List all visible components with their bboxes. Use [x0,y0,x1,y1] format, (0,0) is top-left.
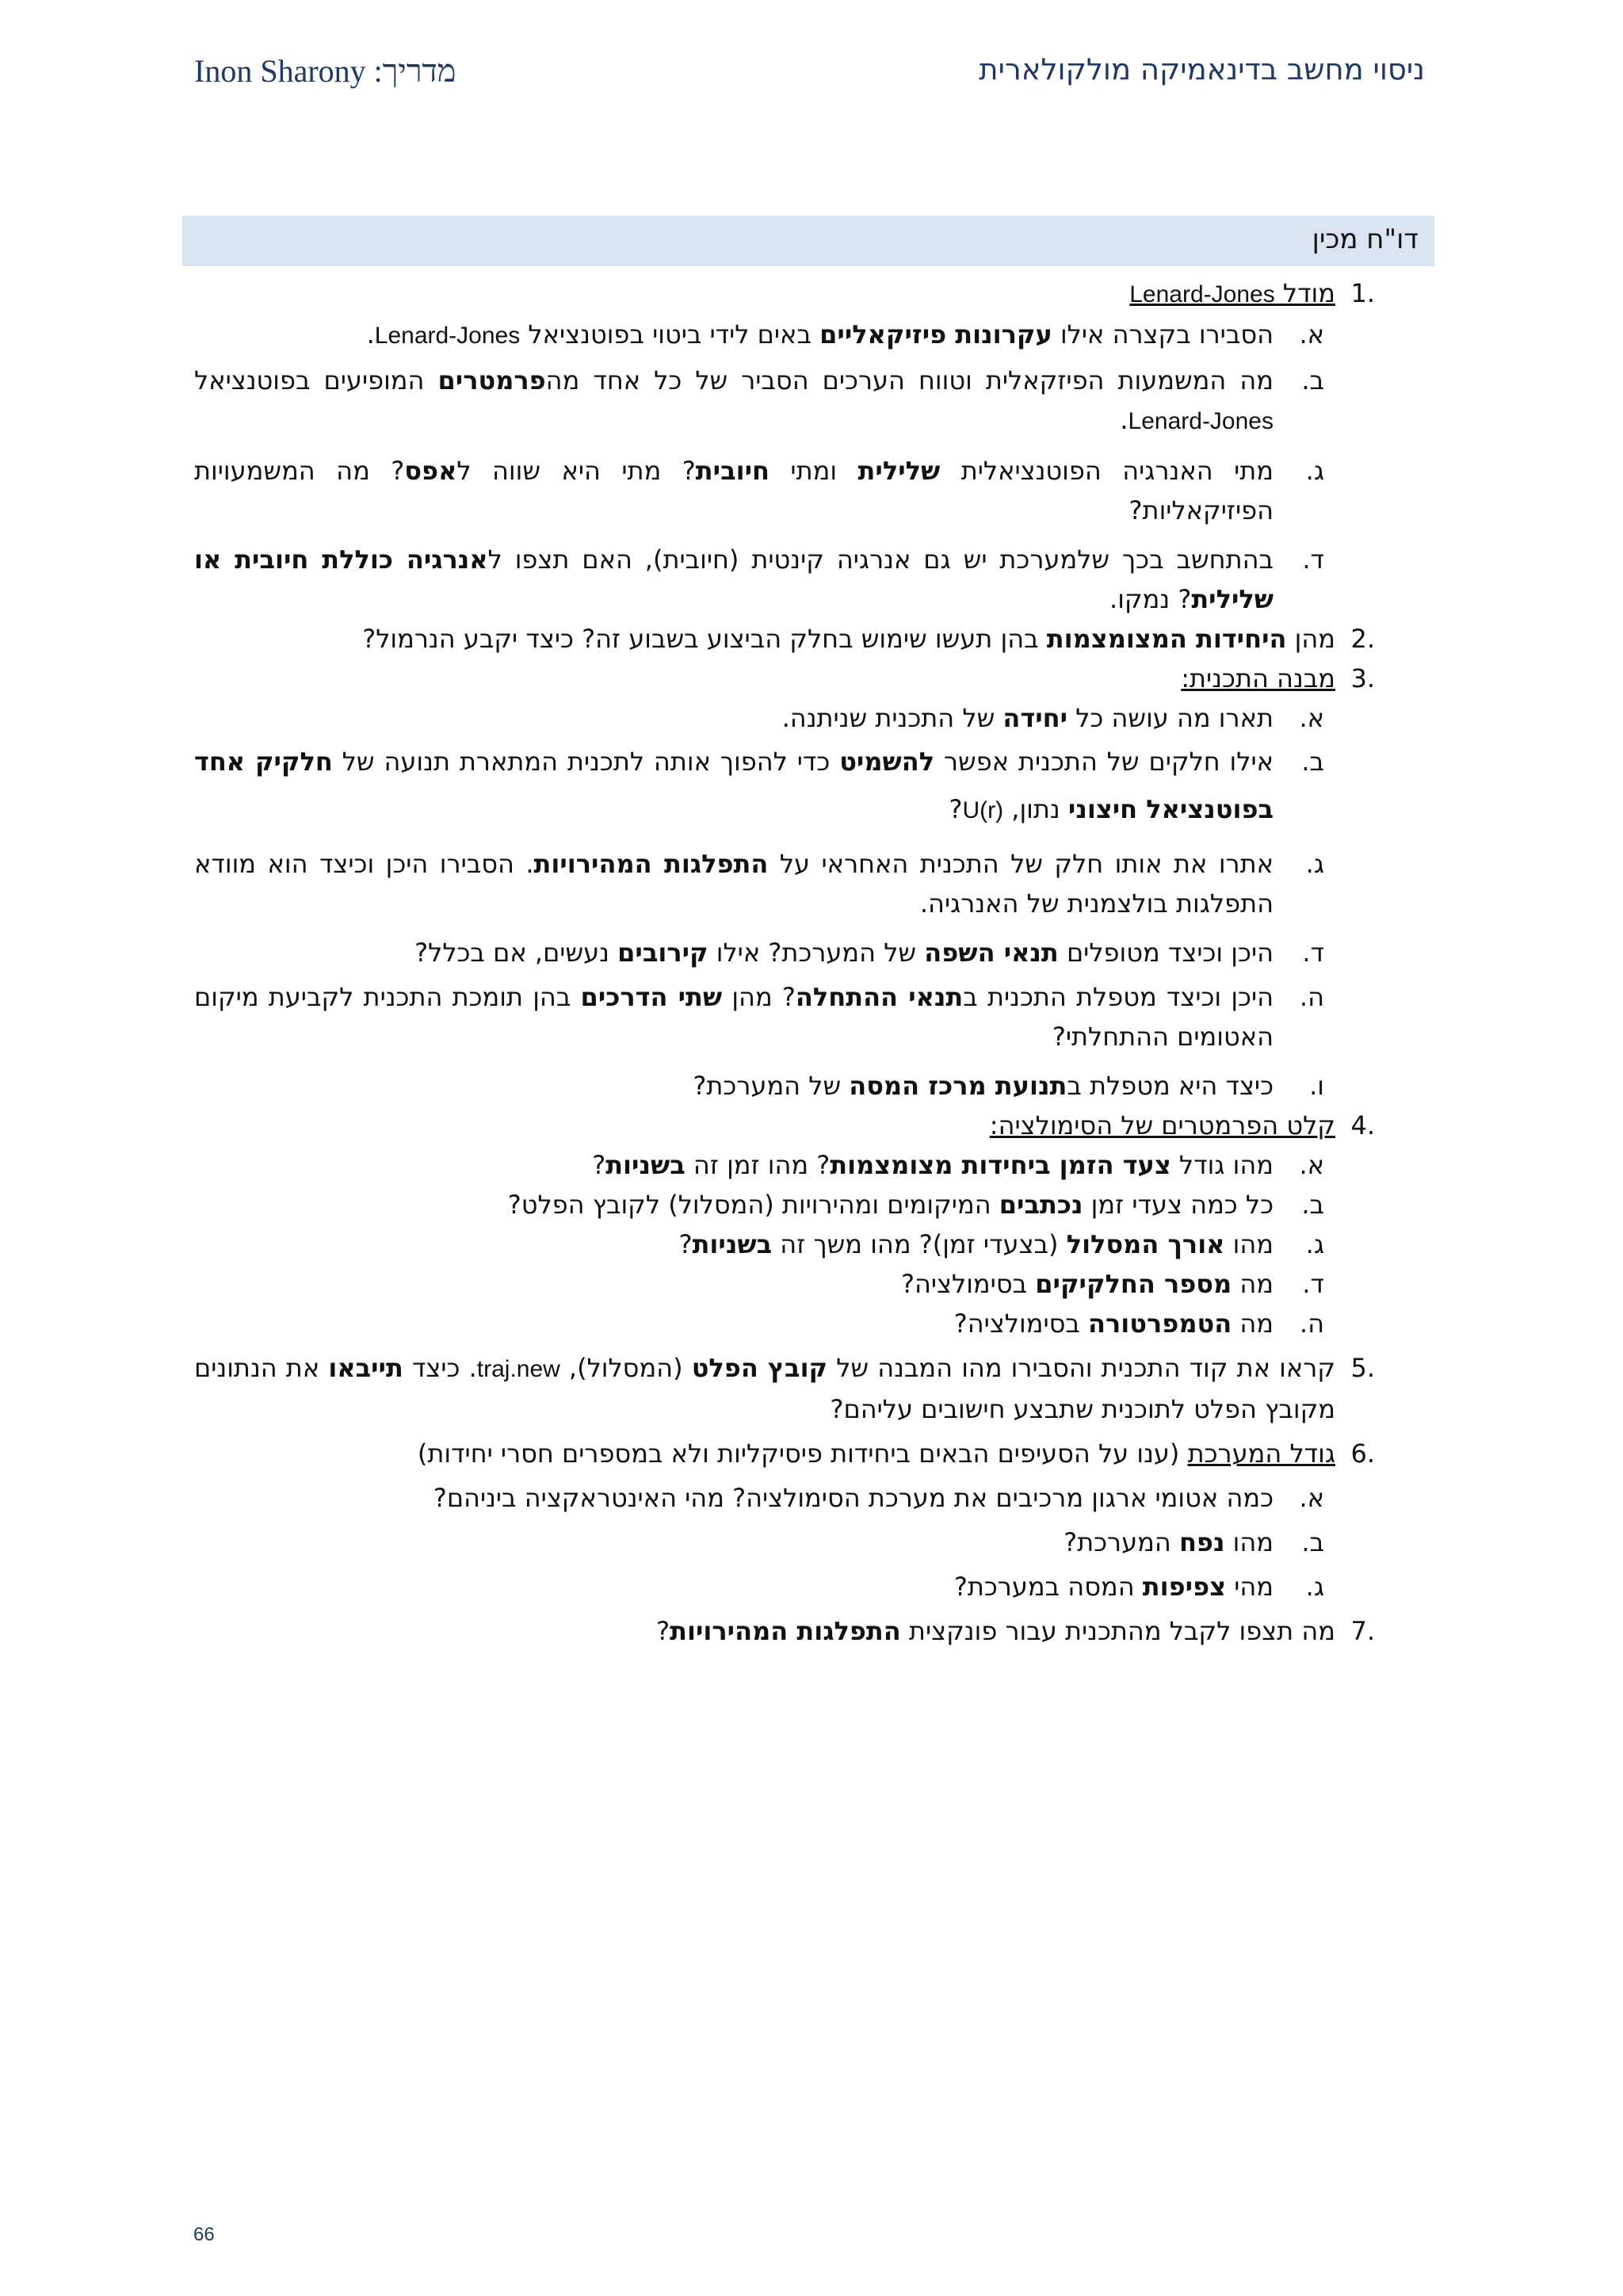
question-6-a: א. כמה אטומי ארגון מרכיבים את מערכת הסימולציה? מהי האינטראקציה ביניהם? [433,1483,1324,1513]
course-title: ניסוי מחשב בדינאמיקה מולקולארית [979,52,1425,86]
question-4: 4. קלט הפרמטרים של הסימולציה: [989,1110,1375,1140]
question-number: 1. [1350,278,1375,308]
question-1-b: ב. מה המשמעות הפיזקאלית וטווח הערכים הסביר של כל אחד מהפרמטרים המופיעים בפוטנציאל Lenard-Jones. [194,365,1324,435]
potential-formula: U(r) [962,797,1004,823]
page-number: 66 [193,2224,215,2245]
question-title: מודל Lenard-Jones [1129,278,1335,308]
question-7: 7. מה תצפו לקבל מהתכנית עבור פונקצית התפלגות המהירויות? [656,1616,1375,1646]
section-title: דו"ח מכין [1312,223,1419,255]
question-3-e: ה. היכן וכיצד מטפלת התכנית בתנאי ההתחלה? מהן שתי הדרכים בהן תומכת התכנית לקביעת מיקום האטומים ההתחלתי? [194,982,1324,1052]
instructor-label: מדריך: [373,53,456,89]
question-title: מבנה התכנית: [1181,663,1335,693]
question-4-a: א. מהו גודל צעד הזמן ביחידות מצומצמות? מהו זמן זה בשניות? [592,1150,1324,1180]
instructor-name: Inon Sharony [194,53,366,89]
instructor-header [194,52,456,90]
question-6-b: ב. מהו נפח המערכת? [1064,1527,1324,1557]
questions [194,273,1375,1651]
question-4-e: ה. מה הטמפרטורה בסימולציה? [953,1308,1324,1339]
question-3-b: ב. אילו חלקים של התכנית אפשר להשמיט כדי להפוך אותה לתכנית המתארת תנועה של חלקיק אחד בפוטנציאל חיצוני נתון, U(r)? [194,747,1324,824]
question-6-c: ג. מהי צפיפות המסה במערכת? [953,1572,1324,1602]
question-3-a: א. תארו מה עושה כל יחידה של התכנית שניתנה. [781,703,1324,733]
question-3-f: ו. כיצד היא מטפלת בתנועת מרכז המסה של המערכת? [693,1071,1324,1101]
question-1-d: ד. בהתחשב בכך שלמערכת יש גם אנרגיה קינטית (חיובית), האם תצפו לאנרגיה כוללת חיובית או שלילית? נמקו. [194,544,1324,614]
question-3: 3. מבנה התכנית: [1181,663,1375,693]
section-banner [182,216,1434,266]
question-6: 6. גודל המערכת (ענו על הסעיפים הבאים ביחידות פיסיקליות ולא במספרים חסרי יחידות) [417,1438,1375,1469]
output-filename: traj.new [476,1356,560,1382]
question-4-d: ד. מה מספר החלקיקים בסימולציה? [900,1269,1324,1299]
question-5: 5. קראו את קוד התכנית והסבירו מהו המבנה של קובץ הפלט (המסלול), traj.new. כיצד תייבאו את הנתונים מקובץ הפלט לתוכנית שתבצע חישובים עליהם? [194,1353,1375,1424]
question-2: 2. מהן היחידות המצומצמות בהן תעשו שימוש בחלק הביצוע בשבוע זה? כיצד יקבע הנרמול? [362,624,1375,654]
question-1 [194,273,1375,315]
question-title: גודל המערכת [1187,1438,1335,1469]
question-1-c: ג. מתי האנרגיה הפוטנציאלית שלילית ומתי חיובית? מתי היא שווה לאפס? מה המשמעויות הפיזיקאליות? [194,456,1324,525]
question-3-d: ד. היכן וכיצד מטופלים תנאי השפה של המערכת? אילו קירובים נעשים, אם בכלל? [414,938,1324,968]
question-1-a: א. הסבירו בקצרה אילו עקרונות פיזיקאליים באים לידי ביטוי בפוטנציאל Lenard-Jones. [366,319,1324,350]
question-3-c: ג. אתרו את אותו חלק של התכנית האחראי על התפלגות המהירויות. הסבירו היכן וכיצד הוא מוודא התפלגות בולצמנית של האנרגיה. [194,849,1324,919]
question-4-c: ג. מהו אורך המסלול (בצעדי זמן)? מהו משך זה בשניות? [678,1229,1324,1259]
question-title: קלט הפרמטרים של הסימולציה: [989,1110,1335,1140]
question-4-b: ב. כל כמה צעדי זמן נכתבים המיקומים ומהירויות (המסלול) לקובץ הפלט? [507,1190,1324,1220]
